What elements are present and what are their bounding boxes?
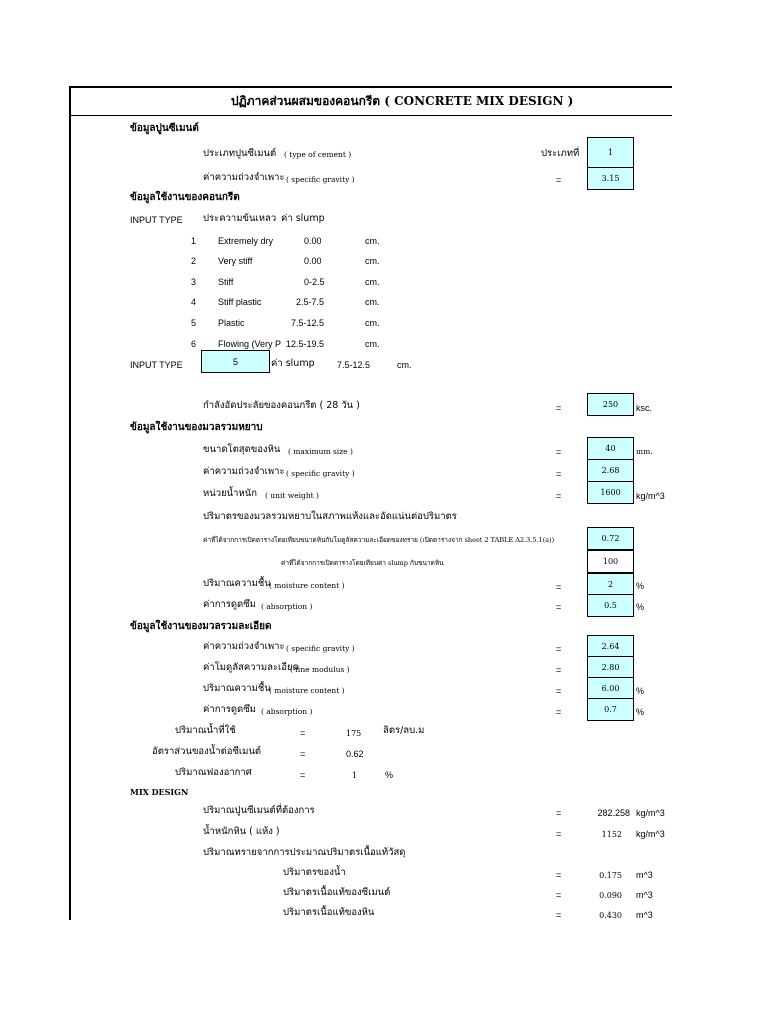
vol-stone-value: 0.430 — [599, 911, 622, 920]
fine-abs-unit: % — [636, 707, 645, 717]
wc-value: 0.62 — [346, 749, 364, 759]
input-type-label-2: INPUT TYPE — [130, 360, 183, 370]
air-unit: % — [385, 770, 394, 780]
coarse-moist-label: ปริมาณความชื้น — [203, 578, 271, 589]
mix-heading: MIX DESIGN — [130, 787, 189, 797]
coarse-sg-input[interactable]: 2.68 — [587, 459, 634, 482]
fine-sg-eq: = — [556, 644, 562, 654]
strength-eq: = — [556, 403, 562, 413]
cement-type-input[interactable]: 1 — [587, 137, 634, 168]
slump-row-no: 3 — [191, 277, 197, 287]
coarse-moist-en: ( moisture content ) — [269, 581, 345, 590]
slump-row-no: 6 — [191, 339, 197, 349]
vol-cement-value: 0.090 — [599, 891, 622, 900]
mix-stone-unit: kg/m^3 — [636, 829, 665, 839]
slump-row-unit: cm. — [365, 297, 380, 307]
slump-row-name: Extremely dry — [218, 236, 274, 246]
mix-stone-eq: = — [556, 829, 562, 839]
page-title: ปฏิภาคส่วนผสมของคอนกรีต ( CONCRETE MIX DESIGN ) — [231, 94, 574, 108]
table-ref-input[interactable]: 0.72 — [587, 527, 634, 550]
table-ref-label: ค่าที่ได้จากการเปิดตารางโดยเทียบขนาดหินกับโมดูลัสความละเอียดของทราย (เปิดตารางจาก sheet 2 TABLE A2.3.5.1(a)) — [203, 536, 555, 544]
selected-slump-value: 7.5-12.5 — [337, 360, 371, 370]
water-label: ปริมาณน้ำที่ใช้ — [175, 725, 236, 736]
vol-stone-unit: m^3 — [636, 910, 653, 920]
slump-row-value: 0.00 — [304, 256, 322, 266]
water-unit: ลิตร/ลบ.ม — [383, 725, 425, 736]
cement-sg-eq: = — [556, 175, 562, 185]
fine-moist-input[interactable]: 6.00 — [587, 677, 634, 700]
selected-slump-label: ค่า slump — [271, 358, 315, 369]
slump-row-no: 1 — [191, 236, 197, 246]
fine-moist-label: ปริมาณความชื้น — [203, 683, 271, 694]
concrete-heading: ข้อมูลใช้งานของคอนกรีต — [130, 192, 240, 203]
coarse-heading: ข้อมูลใช้งานของมวลรวมหยาบ — [130, 422, 263, 433]
coarse-abs-unit: % — [636, 602, 645, 612]
water-value: 175 — [346, 729, 362, 738]
fine-fm-en: ( fine modulus ) — [290, 665, 350, 674]
left-border-line — [69, 86, 71, 920]
fine-moist-eq: = — [556, 686, 562, 696]
mix-stone-label: น้ำหนักหิน ( แห้ง ) — [203, 826, 280, 837]
wc-eq: = — [300, 749, 306, 759]
strength-input[interactable]: 250 — [587, 393, 634, 416]
coarse-sg-en: ( specific gravity ) — [286, 469, 355, 478]
coarse-max-size-label: ขนาดโตสุดของหิน — [203, 444, 281, 455]
vol-water-eq: = — [556, 870, 562, 880]
mix-cement-value: 282.258 — [597, 808, 630, 818]
coarse-abs-label: ค่าการดูดซึม — [203, 599, 256, 610]
slump-row-unit: cm. — [365, 256, 380, 266]
fine-abs-eq: = — [556, 707, 562, 717]
slump-row-value: 0-2.5 — [304, 277, 325, 287]
fine-abs-en: ( absorption ) — [261, 707, 313, 716]
fine-fm-eq: = — [556, 665, 562, 675]
fine-abs-label: ค่าการดูดซึม — [203, 704, 256, 715]
slump-row-name: Flowing (Very P — [218, 339, 282, 349]
coarse-uw-input[interactable]: 1600 — [587, 481, 634, 504]
vol-cement-unit: m^3 — [636, 890, 653, 900]
cement-type-label: ประเภทปูนซีเมนต์ — [203, 148, 277, 159]
selected-slump-unit: cm. — [397, 360, 412, 370]
slump-row-unit: cm. — [365, 277, 380, 287]
slump-row-name: Very stiff — [218, 256, 253, 266]
vol-cement-eq: = — [556, 890, 562, 900]
strength-unit: ksc. — [636, 403, 653, 413]
top-border-line — [69, 86, 672, 88]
fine-moist-en: ( moisture content ) — [269, 686, 345, 695]
air-label: ปริมาณฟองอากาศ — [175, 767, 252, 778]
coarse-max-size-unit: mm. — [636, 447, 653, 456]
coarse-abs-en: ( absorption ) — [261, 602, 313, 611]
vol-cement-label: ปริมาตรเนื้อแท้ของซีเมนต์ — [283, 887, 391, 898]
coarse-volume-label: ปริมาตรของมวลรวมหยาบในสภาพแห้งและอัดแน่นต่อปริมาตร — [203, 511, 457, 522]
coarse-max-size-en: ( maximum size ) — [288, 447, 353, 456]
coarse-abs-eq: = — [556, 602, 562, 612]
slump-row-no: 5 — [191, 318, 197, 328]
slump-row-value: 7.5-12.5 — [291, 318, 325, 328]
slump-ref-value: 100 — [587, 550, 634, 573]
title-underline — [71, 115, 672, 116]
coarse-max-size-eq: = — [556, 447, 562, 457]
cement-type-prefix: ประเภทที่ — [541, 148, 580, 159]
vol-stone-label: ปริมาตรเนื้อแท้ของหิน — [283, 907, 375, 918]
fine-fm-input[interactable]: 2.80 — [587, 656, 634, 679]
air-value: 1 — [352, 771, 358, 780]
fine-fm-label: ค่าโมดูลัสความละเอียด — [203, 662, 299, 673]
slump-row-unit: cm. — [365, 318, 380, 328]
air-eq: = — [300, 770, 306, 780]
workability-label: ประความข้นเหลว — [203, 213, 277, 224]
cement-type-en: ( type of cement ) — [284, 150, 352, 159]
slump-row-value: 12.5-19.5 — [286, 339, 325, 349]
fine-sg-input[interactable]: 2.64 — [587, 635, 634, 658]
fine-heading: ข้อมูลใช้งานของมวลรวมละเอียด — [130, 621, 272, 632]
coarse-abs-input[interactable]: 0.5 — [587, 594, 634, 617]
input-type-label: INPUT TYPE — [130, 215, 183, 225]
slump-row-name: Stiff — [218, 277, 234, 287]
water-eq: = — [300, 728, 306, 738]
coarse-moist-input[interactable]: 2 — [587, 573, 634, 596]
cement-sg-label: ค่าความถ่วงจำเพาะ — [203, 172, 285, 183]
coarse-sg-label: ค่าความถ่วงจำเพาะ — [203, 466, 285, 477]
mix-cement-unit: kg/m^3 — [636, 808, 665, 818]
mix-stone-value: 1152 — [601, 830, 622, 839]
fine-sg-en: ( specific gravity ) — [286, 644, 355, 653]
vol-water-unit: m^3 — [636, 870, 653, 880]
coarse-sg-eq: = — [556, 469, 562, 479]
coarse-uw-eq: = — [556, 491, 562, 501]
mix-cement-label: ปริมาณปูนซีเมนต์ที่ต้องการ — [203, 805, 315, 816]
fine-abs-input[interactable]: 0.7 — [587, 698, 634, 721]
vol-water-value: 0.175 — [599, 871, 622, 880]
slump-row-no: 4 — [191, 297, 197, 307]
slump-ref-label: ค่าที่ได้จากการเปิดตารางโดยเทียบค่า slump กับขนาดหิน — [281, 559, 444, 567]
slump-row-name: Plastic — [218, 318, 245, 328]
slump-row-name: Stiff plastic — [218, 297, 262, 307]
mix-sand-label: ปริมาณทรายจากการประมาณปริมาตรเนื้อแท้วัสดุ — [203, 847, 406, 858]
slump-header: ค่า slump — [281, 213, 325, 224]
strength-label: กำลังอัดประลัยของคอนกรีต ( 28 วัน ) — [203, 400, 360, 411]
coarse-moist-unit: % — [636, 581, 645, 591]
slump-row-no: 2 — [191, 256, 197, 266]
vol-water-label: ปริมาตรของน้ำ — [283, 867, 346, 878]
fine-sg-label: ค่าความถ่วงจำเพาะ — [203, 641, 285, 652]
fine-moist-unit: % — [636, 686, 645, 696]
slump-row-value: 0.00 — [304, 236, 322, 246]
wc-label: อัตราส่วนของน้ำต่อซีเมนต์ — [152, 746, 262, 757]
mix-cement-eq: = — [556, 808, 562, 818]
input-type-field[interactable]: 5 — [201, 350, 270, 373]
coarse-max-size-input[interactable]: 40 — [587, 437, 634, 460]
coarse-uw-en: ( unit weight ) — [265, 491, 319, 500]
slump-row-unit: cm. — [365, 236, 380, 246]
coarse-moist-eq: = — [556, 582, 562, 592]
vol-stone-eq: = — [556, 910, 562, 920]
cement-heading: ข้อมูลปูนซีเมนต์ — [130, 123, 199, 134]
slump-row-unit: cm. — [365, 339, 380, 349]
slump-row-value: 2.5-7.5 — [296, 297, 325, 307]
coarse-uw-label: หน่วยน้ำหนัก — [203, 488, 257, 499]
coarse-uw-unit: kg/m^3 — [636, 491, 665, 501]
cement-sg-en: ( specific gravity ) — [286, 175, 355, 184]
cement-sg-input[interactable]: 3.15 — [587, 167, 634, 190]
